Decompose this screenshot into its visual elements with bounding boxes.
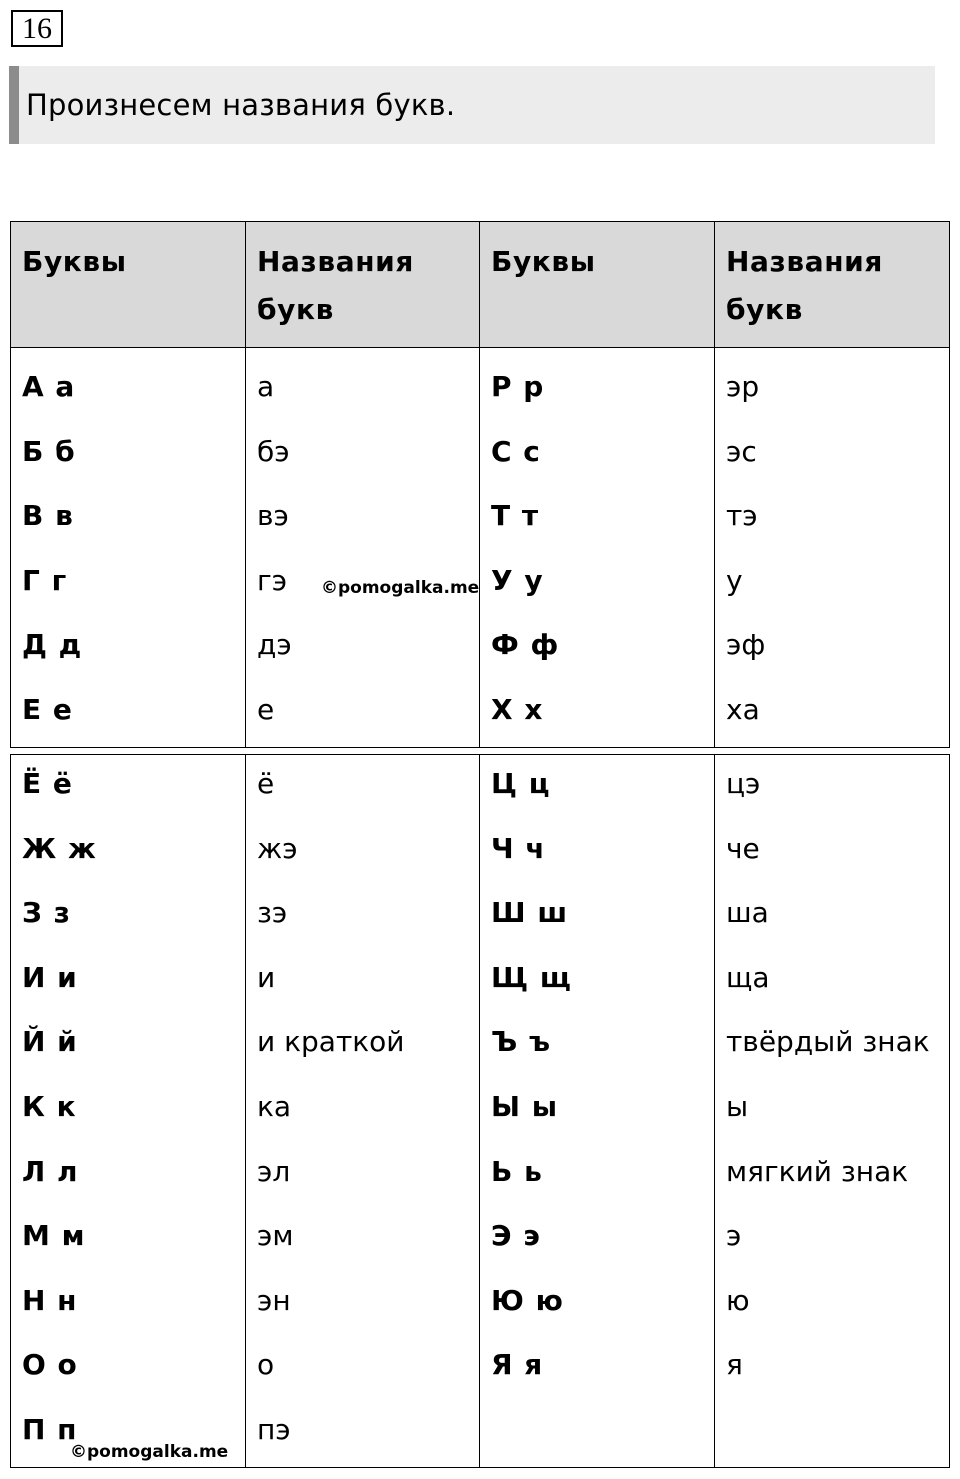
letter-pair: П п	[22, 1412, 78, 1446]
bottom-col2-letters-cell	[480, 755, 715, 1468]
letter-name: вэ	[257, 499, 289, 533]
task-text: Произнесем названия букв.	[26, 88, 456, 122]
letter-pair: В в	[22, 499, 74, 533]
letter-name: и краткой	[257, 1025, 405, 1059]
top-col2-letters-cell	[480, 348, 715, 748]
letter-name: ща	[726, 960, 770, 994]
letter-pair: З з	[22, 896, 71, 930]
letter-name: тэ	[726, 499, 758, 533]
letter-pair: Г г	[22, 563, 68, 597]
letter-pair: Ц ц	[491, 767, 551, 800]
letter-pair: Ъ ъ	[491, 1025, 552, 1059]
letter-pair: Е е	[22, 692, 73, 726]
letter-name: ка	[257, 1089, 292, 1123]
letter-pair: Х х	[491, 692, 544, 726]
task-accent-bar	[9, 66, 19, 144]
page-number: 16	[11, 10, 63, 47]
letter-name: о	[257, 1348, 275, 1382]
bottom-col1-names-cell	[246, 755, 480, 1468]
letter-pair: Б б	[22, 434, 76, 468]
letter-name: эс	[726, 434, 757, 468]
letter-name: пэ	[257, 1412, 291, 1446]
letter-pair: Э э	[491, 1219, 541, 1253]
top-col1-names-cell	[246, 348, 480, 748]
letter-pair: Р р	[491, 370, 545, 403]
letter-pair: У у	[491, 563, 544, 597]
letter-name: жэ	[257, 831, 298, 865]
letter-pair: Ш ш	[491, 896, 569, 930]
header-names-2: Названия букв	[715, 222, 950, 348]
letter-name: эл	[257, 1154, 291, 1188]
letter-name: ё	[257, 767, 275, 800]
letter-pair: К к	[22, 1089, 77, 1123]
letter-pair: Ю ю	[491, 1283, 564, 1317]
letter-pair: Л л	[22, 1154, 79, 1188]
letter-name: е	[257, 692, 275, 726]
letter-pair: М м	[22, 1219, 86, 1253]
letter-name: твёрдый знак	[726, 1025, 930, 1059]
letter-name: эм	[257, 1219, 294, 1253]
letter-pair: Щ щ	[491, 960, 572, 994]
letter-pair: Н н	[22, 1283, 78, 1317]
letter-pair: Ь ь	[491, 1154, 543, 1188]
letter-name: ша	[726, 896, 769, 930]
header-letters-1: Буквы	[11, 222, 246, 348]
watermark: ©pomogalka.me	[321, 578, 480, 598]
letter-name: ы	[726, 1089, 749, 1123]
letter-name: у	[726, 563, 743, 597]
letter-name: ха	[726, 692, 760, 726]
alphabet-table-top	[10, 347, 950, 748]
letter-pair: Ё ё	[22, 767, 73, 800]
alphabet-table-bottom	[10, 754, 950, 1468]
letter-pair: С с	[491, 434, 541, 468]
letter-pair: Ф ф	[491, 628, 560, 662]
alphabet-table-header	[10, 221, 950, 348]
header-names-1: Названия букв	[246, 222, 480, 348]
letter-pair: Ы ы	[491, 1089, 559, 1123]
letter-name: ю	[726, 1283, 750, 1317]
letter-pair: А а	[22, 370, 76, 403]
letter-name: и	[257, 960, 276, 994]
letter-pair: Й й	[22, 1025, 78, 1059]
letter-pair: Я я	[491, 1348, 544, 1382]
letter-name: эр	[726, 370, 760, 403]
letter-name: зэ	[257, 896, 288, 930]
letter-name: гэ	[257, 563, 288, 597]
letter-name: я	[726, 1348, 743, 1382]
letter-name: цэ	[726, 767, 761, 800]
letter-pair: Ж ж	[22, 831, 97, 865]
letter-pair: Д д	[22, 628, 83, 662]
letter-name: че	[726, 831, 760, 865]
bottom-col2-names-cell	[715, 755, 950, 1468]
letter-pair: И и	[22, 960, 78, 994]
letter-name: бэ	[257, 434, 290, 468]
letter-name: эф	[726, 628, 766, 662]
top-col2-names-cell	[715, 348, 950, 748]
letter-name: эн	[257, 1283, 291, 1317]
watermark: ©pomogalka.me	[70, 1442, 229, 1462]
task-banner	[9, 66, 935, 144]
letter-pair: О о	[22, 1348, 78, 1382]
letter-pair: Т т	[491, 499, 540, 533]
header-letters-2: Буквы	[480, 222, 715, 348]
letter-name: дэ	[257, 628, 292, 662]
letter-name: а	[257, 370, 275, 403]
top-col1-letters-cell	[11, 348, 246, 748]
bottom-col1-letters-cell	[11, 755, 246, 1468]
letter-name: э	[726, 1219, 742, 1253]
letter-name: мягкий знак	[726, 1154, 909, 1188]
letter-pair: Ч ч	[491, 831, 546, 865]
